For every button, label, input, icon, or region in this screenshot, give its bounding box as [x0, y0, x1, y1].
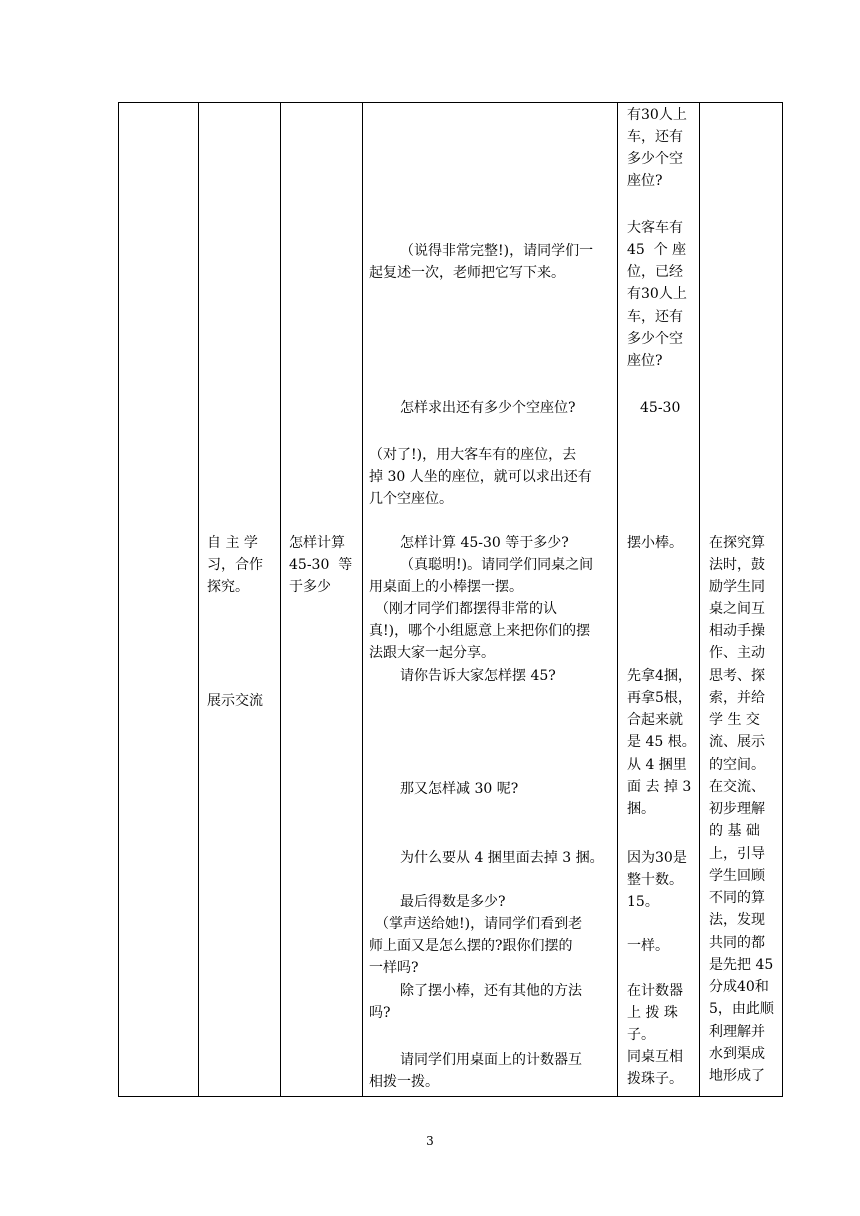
- intent-text: 桌之间互: [709, 601, 765, 617]
- student-text: 整十数。: [627, 872, 683, 888]
- topic-text: 于多少: [289, 579, 331, 595]
- teacher-text: 几个空座位。: [369, 491, 453, 507]
- intent-text: 法，发现: [709, 912, 765, 928]
- student-text: 因为30是: [627, 850, 687, 866]
- intent-text: 的 基 础: [709, 823, 760, 839]
- student-text: 45-30: [640, 400, 681, 416]
- column-divider: [699, 103, 700, 1096]
- intent-text: 初步理解: [709, 801, 765, 817]
- teacher-text: （刚才同学们都摆得非常的认: [375, 601, 557, 617]
- student-text: 有30人上: [627, 286, 687, 302]
- column-divider: [280, 103, 281, 1096]
- stage-text: 探究。: [207, 579, 249, 595]
- stage-text: 展示交流: [207, 693, 263, 709]
- intent-text: 水到渠成: [709, 1046, 765, 1062]
- intent-text: 法时，鼓: [709, 557, 765, 573]
- student-text: 45 个 座: [627, 242, 687, 258]
- teacher-text: 真!)，哪个小组愿意上来把你们的摆: [369, 623, 591, 639]
- student-text: 子。: [627, 1027, 655, 1043]
- teacher-text: 怎样求出还有多少个空座位?: [400, 400, 576, 416]
- student-text: 一样。: [627, 938, 669, 954]
- teacher-text: 师上面又是怎么摆的?跟你们摆的: [369, 938, 573, 954]
- intent-text: 共同的都: [709, 935, 765, 951]
- page-number: 3: [426, 1134, 434, 1148]
- student-text: 从 4 捆里: [627, 757, 687, 773]
- student-text: 在计数器: [627, 983, 683, 999]
- student-text: 位，已经: [627, 264, 683, 280]
- student-text: 座位?: [627, 173, 663, 189]
- intent-text: 5，由此顺: [709, 1001, 774, 1017]
- intent-text: 思考、探: [709, 668, 765, 684]
- student-text: 多少个空: [627, 331, 683, 347]
- student-text: 多少个空: [627, 151, 683, 167]
- student-text: 合起来就: [627, 712, 683, 728]
- column-divider: [362, 103, 363, 1096]
- column-divider: [198, 103, 199, 1096]
- intent-text: 地形成了: [709, 1068, 765, 1084]
- student-text: 面 去 掉 3: [627, 779, 692, 795]
- intent-text: 在探究算: [709, 535, 765, 551]
- topic-text: 怎样计算: [289, 535, 345, 551]
- teacher-text: 掉 30 人坐的座位，就可以求出还有: [369, 469, 592, 485]
- intent-text: 流、展示: [709, 734, 765, 750]
- student-text: 上 拨 珠: [627, 1005, 678, 1021]
- intent-text: 学生回顾: [709, 868, 765, 884]
- student-text: 再拿5根，: [627, 690, 692, 706]
- intent-text: 的空间。: [709, 757, 765, 773]
- teacher-text: 怎样计算 45-30 等于多少?: [400, 535, 569, 551]
- teacher-text: 最后得数是多少?: [400, 894, 506, 910]
- teacher-text: （说得非常完整!)，请同学们一: [400, 243, 594, 259]
- intent-text: 相动手操: [709, 623, 765, 639]
- teacher-text: 法跟大家一起分享。: [369, 645, 495, 661]
- student-text: 同桌互相: [627, 1049, 683, 1065]
- student-text: 有30人上: [627, 107, 687, 123]
- intent-text: 励学生同: [709, 579, 765, 595]
- teacher-text: （对了!)，用大客车有的座位，去: [369, 447, 577, 463]
- teacher-text: 那又怎样减 30 呢?: [400, 781, 519, 797]
- column-divider: [617, 103, 618, 1096]
- student-text: 捆。: [627, 801, 655, 817]
- student-text: 车，还有: [627, 129, 683, 145]
- stage-text: 习，合作: [207, 557, 263, 573]
- intent-text: 是先把 45: [709, 957, 774, 973]
- teacher-text: （真聪明!)。请同学们同桌之间: [400, 557, 594, 573]
- intent-text: 不同的算: [709, 890, 765, 906]
- student-text: 是 45 根。: [627, 734, 696, 750]
- stage-text: 自 主 学: [207, 535, 258, 551]
- intent-text: 上，引导: [709, 846, 765, 862]
- student-text: 车，还有: [627, 309, 683, 325]
- teacher-text: 为什么要从 4 捆里面去掉 3 捆。: [400, 850, 604, 866]
- student-text: 摆小棒。: [627, 535, 683, 551]
- intent-text: 作、主动: [709, 645, 765, 661]
- teacher-text: （掌声送给她!)，请同学们看到老: [375, 916, 583, 932]
- teacher-text: 一样吗?: [369, 960, 419, 976]
- intent-text: 利理解并: [709, 1024, 765, 1040]
- student-text: 座位?: [627, 353, 663, 369]
- teacher-text: 吗?: [369, 1005, 391, 1021]
- student-text: 大客车有: [627, 220, 683, 236]
- teacher-text: 请你告诉大家怎样摆 45?: [400, 668, 556, 684]
- intent-text: 在交流、: [709, 779, 765, 795]
- student-text: 先拿4捆，: [627, 668, 692, 684]
- intent-text: 分成40和: [709, 979, 769, 995]
- teacher-text: 除了摆小棒，还有其他的方法: [400, 983, 582, 999]
- teacher-text: 请同学们用桌面上的计数器互: [400, 1052, 582, 1068]
- topic-text: 45-30 等: [289, 557, 353, 573]
- teacher-text: 用桌面上的小棒摆一摆。: [369, 579, 523, 595]
- student-text: 拨珠子。: [627, 1071, 683, 1087]
- teacher-text: 相拨一拨。: [369, 1074, 439, 1090]
- intent-text: 学 生 交: [709, 712, 760, 728]
- teacher-text: 起复述一次，老师把它写下来。: [369, 265, 565, 281]
- intent-text: 索，并给: [709, 690, 765, 706]
- student-text: 15。: [627, 894, 659, 910]
